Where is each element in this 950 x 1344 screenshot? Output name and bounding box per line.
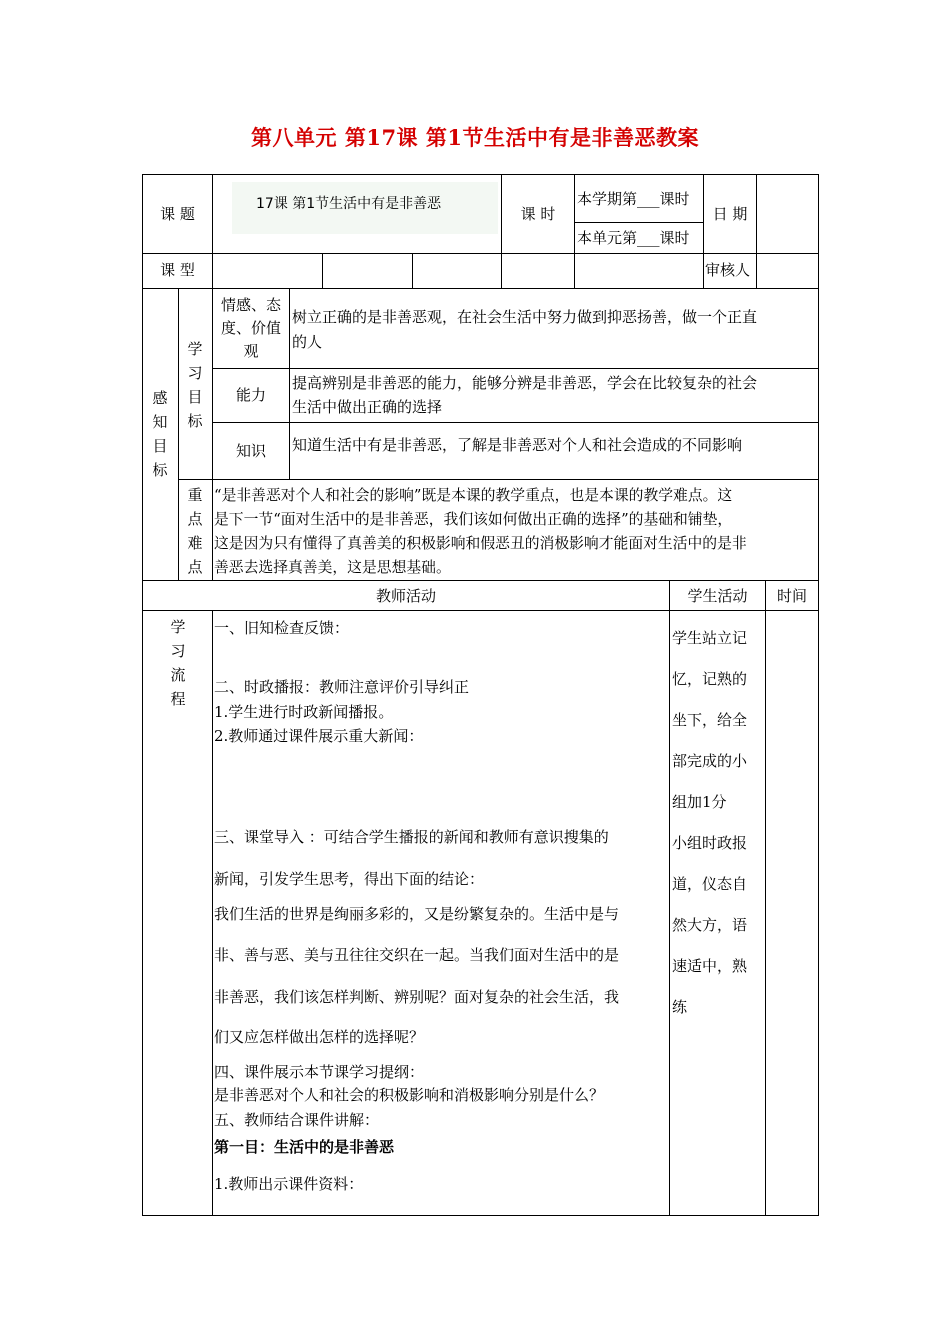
flow-line: 三、课堂导入 ：可结合学生播报的新闻和教师有意识搜集的 (214, 828, 609, 846)
type-label: 课 型 (160, 261, 195, 279)
period-this-term: 本学期第___课时 (577, 190, 690, 208)
flow-line: 一、旧知检查反馈： (214, 619, 350, 637)
flow-line: 2.教师通过课件展示重大新闻： (214, 727, 424, 745)
date-label: 日 期 (712, 205, 748, 223)
flow-line: 1.学生进行时政新闻播报。 (214, 703, 394, 721)
teacher-activity-header: 教师活动 (375, 587, 436, 605)
flow-line: 我们生活的世界是绚丽多彩的，又是纷繁复杂的。生活中是与 (214, 905, 620, 923)
topic-value: 17课 第1节生活中有是非善恶 (256, 196, 442, 212)
flow-line: 非善恶，我们该怎样判断、辨别呢？面对复杂的社会生活，我 (214, 988, 620, 1006)
topic-label: 课 题 (160, 205, 195, 223)
key-points-text: “是非善恶对个人和社会的影响”既是本课的教学重点，也是本课的教学难点。这 是下一节“面对生活中的是非善恶，我们该如何做出正确的选择”的基础和铺垫， 这是因为只有懂得了真善美的积极影响和假恶丑的消极影响才能面对生活中的是非 善恶去选择真善美，这是思想基础。 (214, 487, 747, 576)
flow-line: 们又应怎样做出怎样的选择呢？ (214, 1028, 425, 1046)
ability-text: 提高辨别是非善恶的能力，能够分辨是非善恶，学会在比较复杂的社会 生活中做出正确的选择 (292, 374, 758, 416)
flow-line: 五、教师结合课件讲解： (214, 1111, 380, 1129)
document-title: 第八单元 第17课 第1节生活中有是非善恶教案 (251, 125, 699, 150)
flow-line: 1.教师出示课件资料： (214, 1175, 364, 1193)
student-activity-content: 学生站立记 忆，记熟的 坐下，给全 部完成的小 组加1分 小组时政报 道，仪态自 然大方，语 速适中，熟 练 (672, 629, 748, 1016)
emotion-text: 树立正确的是非善恶观，在社会生活中努力做到抑恶扬善，做一个正直 的人 (292, 308, 758, 351)
knowledge-text: 知道生活中有是非善恶，了解是非善恶对个人和社会造成的不同影响 (292, 436, 743, 454)
section-label-perception: 感 知 目 标 (152, 389, 168, 479)
flow-line: 非、善与恶、美与丑往往交织在一起。当我们面对生活中的是 (214, 946, 620, 964)
ability-label: 能力 (235, 386, 266, 404)
learning-goals-label: 学 习 目 标 (187, 340, 203, 430)
flow-line: 新闻，引发学生思考，得出下面的结论： (214, 870, 485, 888)
flow-line: 是非善恶对个人和社会的积极影响和消极影响分别是什么？ (214, 1086, 605, 1104)
flow-line: 四、课件展示本节课学习提纲： (214, 1063, 425, 1081)
knowledge-label: 知识 (235, 442, 266, 460)
period-this-unit: 本单元第___课时 (577, 229, 690, 247)
student-activity-header: 学生活动 (687, 587, 748, 605)
flow-label: 学 习 流 程 (170, 618, 186, 708)
reviewer-label: 审核人 (705, 261, 751, 279)
key-points-label: 重 点 难 点 (187, 486, 203, 576)
time-header: 时间 (776, 587, 807, 605)
flow-subheading: 第一目：生活中的是非善恶 (214, 1138, 395, 1156)
period-label: 课 时 (520, 205, 556, 223)
emotion-label: 情感、态 度、价值 观 (220, 296, 281, 360)
flow-line: 二、时政播报：教师注意评价引导纠正 (214, 678, 470, 696)
